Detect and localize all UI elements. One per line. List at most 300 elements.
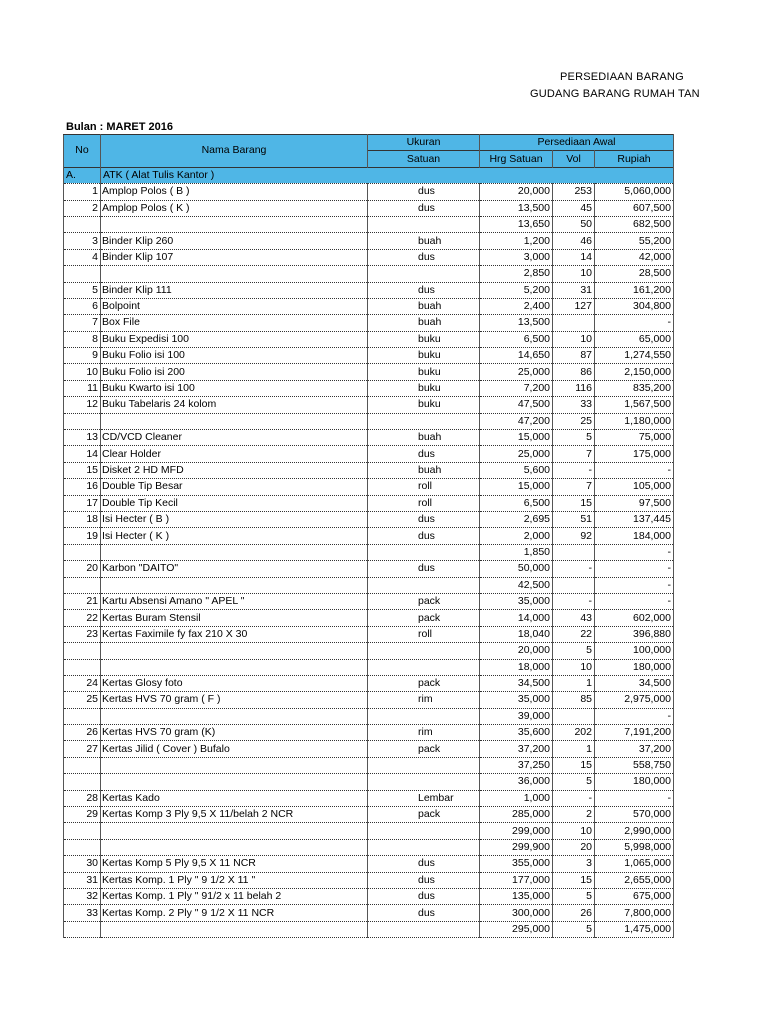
cell-no: 8: [64, 331, 101, 347]
table-row: [64, 511, 674, 527]
cell-no: 13: [64, 430, 101, 446]
cell-hrg-satuan: 18,040: [480, 626, 553, 642]
cell-nama-barang: Kartu Absensi Amano " APEL ": [101, 593, 368, 609]
cell-vol: [553, 544, 595, 560]
cell-hrg-satuan: 18,000: [480, 659, 553, 675]
cell-vol: 5: [553, 888, 595, 904]
cell-nama-barang: CD/VCD Cleaner: [101, 430, 368, 446]
cell-rupiah: 602,000: [595, 610, 674, 626]
table-row: [64, 692, 674, 708]
cell-nama-barang: Buku Expedisi 100: [101, 331, 368, 347]
cell-rupiah: -: [595, 708, 674, 724]
cell-nama-barang: [101, 921, 368, 937]
cell-vol: 202: [553, 725, 595, 741]
cell-no: 9: [64, 348, 101, 364]
cell-hrg-satuan: 2,850: [480, 266, 553, 282]
table-row: [64, 856, 674, 872]
col-header-no: No: [64, 135, 101, 168]
table-row: [64, 495, 674, 511]
cell-vol: 22: [553, 626, 595, 642]
cell-nama-barang: Kertas Komp. 2 Ply " 9 1/2 X 11 NCR: [101, 905, 368, 921]
cell-no: 25: [64, 692, 101, 708]
cell-satuan: dus: [368, 905, 480, 921]
cell-satuan: dus: [368, 511, 480, 527]
table-row: [64, 364, 674, 380]
cell-no: [64, 266, 101, 282]
cell-vol: 1: [553, 741, 595, 757]
table-row: [64, 282, 674, 298]
cell-hrg-satuan: 7,200: [480, 380, 553, 396]
cell-nama-barang: Box File: [101, 315, 368, 331]
cell-hrg-satuan: 14,650: [480, 348, 553, 364]
cell-rupiah: 105,000: [595, 479, 674, 495]
cell-no: 20: [64, 561, 101, 577]
cell-satuan: [368, 413, 480, 429]
cell-hrg-satuan: 20,000: [480, 643, 553, 659]
cell-vol: 46: [553, 233, 595, 249]
cell-hrg-satuan: 50,000: [480, 561, 553, 577]
cell-no: [64, 708, 101, 724]
cell-hrg-satuan: 177,000: [480, 872, 553, 888]
cell-hrg-satuan: 25,000: [480, 446, 553, 462]
cell-satuan: buah: [368, 233, 480, 249]
cell-hrg-satuan: 47,500: [480, 397, 553, 413]
cell-rupiah: 2,975,000: [595, 692, 674, 708]
cell-hrg-satuan: 299,000: [480, 823, 553, 839]
table-row: [64, 446, 674, 462]
cell-vol: 10: [553, 823, 595, 839]
cell-rupiah: 175,000: [595, 446, 674, 462]
cell-vol: [553, 577, 595, 593]
cell-rupiah: 607,500: [595, 200, 674, 216]
cell-satuan: buah: [368, 315, 480, 331]
col-header-rupiah: Rupiah: [595, 151, 674, 167]
table-row: [64, 462, 674, 478]
cell-satuan: [368, 839, 480, 855]
cell-satuan: [368, 823, 480, 839]
cell-hrg-satuan: 34,500: [480, 675, 553, 691]
cell-rupiah: -: [595, 544, 674, 560]
cell-hrg-satuan: 13,650: [480, 216, 553, 232]
cell-no: [64, 659, 101, 675]
table-row: [64, 380, 674, 396]
cell-satuan: [368, 708, 480, 724]
cell-nama-barang: Buku Tabelaris 24 kolom: [101, 397, 368, 413]
cell-satuan: [368, 544, 480, 560]
cell-nama-barang: Double Tip Kecil: [101, 495, 368, 511]
table-row: [64, 577, 674, 593]
table-row: [64, 184, 674, 200]
cell-vol: 116: [553, 380, 595, 396]
cell-vol: 45: [553, 200, 595, 216]
cell-vol: 7: [553, 479, 595, 495]
cell-vol: -: [553, 593, 595, 609]
cell-satuan: buah: [368, 462, 480, 478]
cell-satuan: [368, 659, 480, 675]
col-header-ukuran: Ukuran: [368, 135, 480, 151]
cell-rupiah: 34,500: [595, 675, 674, 691]
cell-hrg-satuan: 37,200: [480, 741, 553, 757]
cell-no: 4: [64, 249, 101, 265]
cell-no: 3: [64, 233, 101, 249]
cell-satuan: buku: [368, 331, 480, 347]
cell-hrg-satuan: 300,000: [480, 905, 553, 921]
cell-vol: 10: [553, 659, 595, 675]
cell-hrg-satuan: 13,500: [480, 315, 553, 331]
cell-vol: 2: [553, 807, 595, 823]
table-row: [64, 348, 674, 364]
col-header-satuan: Satuan: [368, 151, 480, 167]
cell-hrg-satuan: 47,200: [480, 413, 553, 429]
cell-satuan: dus: [368, 888, 480, 904]
cell-satuan: dus: [368, 561, 480, 577]
cell-satuan: dus: [368, 446, 480, 462]
cell-nama-barang: Amplop Polos ( K ): [101, 200, 368, 216]
cell-satuan: dus: [368, 872, 480, 888]
cell-rupiah: -: [595, 593, 674, 609]
cell-vol: -: [553, 462, 595, 478]
cell-rupiah: 7,191,200: [595, 725, 674, 741]
cell-nama-barang: Kertas Komp 3 Ply 9,5 X 11/belah 2 NCR: [101, 807, 368, 823]
cell-no: 24: [64, 675, 101, 691]
cell-satuan: buah: [368, 430, 480, 446]
cell-vol: 92: [553, 528, 595, 544]
cell-hrg-satuan: 35,000: [480, 593, 553, 609]
cell-rupiah: 2,655,000: [595, 872, 674, 888]
cell-rupiah: 5,998,000: [595, 839, 674, 855]
cell-rupiah: 37,200: [595, 741, 674, 757]
cell-hrg-satuan: 285,000: [480, 807, 553, 823]
cell-satuan: Lembar: [368, 790, 480, 806]
cell-nama-barang: Clear Holder: [101, 446, 368, 462]
cell-satuan: buku: [368, 397, 480, 413]
table-row: [64, 643, 674, 659]
cell-rupiah: 161,200: [595, 282, 674, 298]
table-row: [64, 839, 674, 855]
cell-nama-barang: Kertas Komp. 1 Ply " 9 1/2 X 11 ": [101, 872, 368, 888]
cell-vol: [553, 708, 595, 724]
cell-satuan: [368, 757, 480, 773]
table-row: [64, 888, 674, 904]
cell-hrg-satuan: 37,250: [480, 757, 553, 773]
cell-no: 28: [64, 790, 101, 806]
cell-satuan: buah: [368, 298, 480, 314]
cell-rupiah: 1,274,550: [595, 348, 674, 364]
cell-no: 18: [64, 511, 101, 527]
cell-no: 30: [64, 856, 101, 872]
cell-nama-barang: Kertas Faximile fy fax 210 X 30: [101, 626, 368, 642]
cell-hrg-satuan: 2,695: [480, 511, 553, 527]
table-row: [64, 233, 674, 249]
table-row: [64, 331, 674, 347]
cell-vol: 20: [553, 839, 595, 855]
cell-hrg-satuan: 15,000: [480, 430, 553, 446]
cell-rupiah: 2,990,000: [595, 823, 674, 839]
cell-nama-barang: [101, 659, 368, 675]
cell-rupiah: 65,000: [595, 331, 674, 347]
cell-no: 29: [64, 807, 101, 823]
cell-rupiah: 5,060,000: [595, 184, 674, 200]
cell-nama-barang: Kertas Komp. 1 Ply " 91/2 x 11 belah 2: [101, 888, 368, 904]
report-subtitle: GUDANG BARANG RUMAH TAN: [530, 88, 700, 100]
cell-nama-barang: [101, 643, 368, 659]
table-row: [64, 216, 674, 232]
cell-rupiah: -: [595, 462, 674, 478]
cell-satuan: roll: [368, 495, 480, 511]
cell-no: 14: [64, 446, 101, 462]
cell-no: 16: [64, 479, 101, 495]
cell-vol: 43: [553, 610, 595, 626]
table-row: [64, 430, 674, 446]
cell-nama-barang: Kertas HVS 70 gram (K): [101, 725, 368, 741]
cell-satuan: [368, 774, 480, 790]
cell-satuan: rim: [368, 692, 480, 708]
cell-no: [64, 413, 101, 429]
cell-vol: 10: [553, 331, 595, 347]
cell-hrg-satuan: 6,500: [480, 495, 553, 511]
cell-no: 6: [64, 298, 101, 314]
cell-hrg-satuan: 1,850: [480, 544, 553, 560]
cell-no: 7: [64, 315, 101, 331]
cell-nama-barang: Buku Folio isi 100: [101, 348, 368, 364]
cell-rupiah: 184,000: [595, 528, 674, 544]
table-row: [64, 200, 674, 216]
cell-nama-barang: Buku Folio isi 200: [101, 364, 368, 380]
cell-no: 33: [64, 905, 101, 921]
cell-no: 23: [64, 626, 101, 642]
table-row: [64, 807, 674, 823]
table-row: [64, 413, 674, 429]
cell-vol: 31: [553, 282, 595, 298]
cell-vol: 25: [553, 413, 595, 429]
cell-vol: -: [553, 790, 595, 806]
cell-nama-barang: Binder Klip 107: [101, 249, 368, 265]
cell-rupiah: 675,000: [595, 888, 674, 904]
cell-hrg-satuan: 13,500: [480, 200, 553, 216]
cell-hrg-satuan: 299,900: [480, 839, 553, 855]
table-row: [64, 561, 674, 577]
cell-nama-barang: Double Tip Besar: [101, 479, 368, 495]
cell-vol: 5: [553, 774, 595, 790]
table-row: [64, 528, 674, 544]
table-row: [64, 921, 674, 937]
cell-vol: 33: [553, 397, 595, 413]
cell-no: 15: [64, 462, 101, 478]
cell-no: 2: [64, 200, 101, 216]
table-row: [64, 774, 674, 790]
cell-hrg-satuan: 355,000: [480, 856, 553, 872]
cell-rupiah: 97,500: [595, 495, 674, 511]
cell-hrg-satuan: 1,200: [480, 233, 553, 249]
cell-rupiah: 180,000: [595, 774, 674, 790]
cell-rupiah: 42,000: [595, 249, 674, 265]
cell-hrg-satuan: 35,000: [480, 692, 553, 708]
cell-hrg-satuan: 42,500: [480, 577, 553, 593]
cell-hrg-satuan: 2,400: [480, 298, 553, 314]
cell-no: [64, 643, 101, 659]
cell-vol: 7: [553, 446, 595, 462]
cell-nama-barang: [101, 266, 368, 282]
cell-hrg-satuan: 35,600: [480, 725, 553, 741]
cell-nama-barang: Amplop Polos ( B ): [101, 184, 368, 200]
cell-rupiah: 558,750: [595, 757, 674, 773]
cell-vol: 50: [553, 216, 595, 232]
cell-rupiah: 28,500: [595, 266, 674, 282]
cell-rupiah: 1,475,000: [595, 921, 674, 937]
cell-hrg-satuan: 39,000: [480, 708, 553, 724]
cell-hrg-satuan: 5,200: [480, 282, 553, 298]
cell-nama-barang: Isi Hecter ( K ): [101, 528, 368, 544]
cell-vol: [553, 315, 595, 331]
cell-satuan: dus: [368, 200, 480, 216]
cell-rupiah: 100,000: [595, 643, 674, 659]
cell-satuan: pack: [368, 675, 480, 691]
cell-nama-barang: Isi Hecter ( B ): [101, 511, 368, 527]
cell-nama-barang: [101, 577, 368, 593]
cell-vol: 26: [553, 905, 595, 921]
cell-nama-barang: Karbon "DAITO": [101, 561, 368, 577]
section-row: [64, 167, 674, 183]
cell-no: 12: [64, 397, 101, 413]
col-header-nama: Nama Barang: [101, 135, 368, 168]
cell-satuan: [368, 216, 480, 232]
table-row: [64, 266, 674, 282]
table-row: [64, 757, 674, 773]
cell-satuan: pack: [368, 610, 480, 626]
cell-satuan: [368, 921, 480, 937]
cell-nama-barang: [101, 757, 368, 773]
cell-vol: 127: [553, 298, 595, 314]
cell-rupiah: 682,500: [595, 216, 674, 232]
section-name: ATK ( Alat Tulis Kantor ): [101, 167, 674, 183]
cell-hrg-satuan: 14,000: [480, 610, 553, 626]
cell-satuan: [368, 577, 480, 593]
table-row: [64, 298, 674, 314]
cell-no: 22: [64, 610, 101, 626]
cell-rupiah: 55,200: [595, 233, 674, 249]
cell-vol: 3: [553, 856, 595, 872]
cell-rupiah: -: [595, 577, 674, 593]
table-row: [64, 872, 674, 888]
cell-vol: 15: [553, 872, 595, 888]
cell-nama-barang: [101, 544, 368, 560]
cell-no: [64, 544, 101, 560]
cell-no: [64, 774, 101, 790]
cell-vol: 15: [553, 757, 595, 773]
table-row: [64, 708, 674, 724]
col-header-hrg-satuan: Hrg Satuan: [480, 151, 553, 167]
cell-no: 1: [64, 184, 101, 200]
cell-satuan: dus: [368, 249, 480, 265]
cell-nama-barang: [101, 823, 368, 839]
cell-no: 19: [64, 528, 101, 544]
cell-vol: 85: [553, 692, 595, 708]
cell-satuan: dus: [368, 528, 480, 544]
cell-satuan: roll: [368, 626, 480, 642]
section-code: A.: [64, 167, 101, 183]
cell-vol: 87: [553, 348, 595, 364]
cell-nama-barang: [101, 413, 368, 429]
cell-no: [64, 757, 101, 773]
cell-vol: 253: [553, 184, 595, 200]
cell-vol: 5: [553, 643, 595, 659]
cell-nama-barang: Binder Klip 260: [101, 233, 368, 249]
cell-hrg-satuan: 135,000: [480, 888, 553, 904]
cell-no: 10: [64, 364, 101, 380]
cell-no: 21: [64, 593, 101, 609]
cell-rupiah: 396,880: [595, 626, 674, 642]
cell-no: [64, 921, 101, 937]
col-header-vol: Vol: [553, 151, 595, 167]
cell-nama-barang: Bolpoint: [101, 298, 368, 314]
cell-vol: 86: [553, 364, 595, 380]
inventory-table: [63, 134, 674, 938]
report-month: Bulan : MARET 2016: [66, 121, 173, 133]
cell-hrg-satuan: 1,000: [480, 790, 553, 806]
cell-rupiah: -: [595, 561, 674, 577]
cell-no: [64, 216, 101, 232]
cell-nama-barang: [101, 774, 368, 790]
cell-rupiah: 304,800: [595, 298, 674, 314]
cell-satuan: [368, 643, 480, 659]
cell-satuan: dus: [368, 184, 480, 200]
cell-nama-barang: Buku Kwarto isi 100: [101, 380, 368, 396]
table-row: [64, 610, 674, 626]
table-row: [64, 479, 674, 495]
cell-nama-barang: [101, 708, 368, 724]
cell-nama-barang: Disket 2 HD MFD: [101, 462, 368, 478]
cell-satuan: dus: [368, 282, 480, 298]
cell-vol: 14: [553, 249, 595, 265]
cell-vol: -: [553, 561, 595, 577]
cell-rupiah: 2,150,000: [595, 364, 674, 380]
cell-no: [64, 577, 101, 593]
cell-rupiah: 137,445: [595, 511, 674, 527]
cell-satuan: pack: [368, 741, 480, 757]
cell-vol: 51: [553, 511, 595, 527]
cell-rupiah: -: [595, 315, 674, 331]
cell-no: [64, 839, 101, 855]
table-row: [64, 397, 674, 413]
cell-hrg-satuan: 2,000: [480, 528, 553, 544]
cell-hrg-satuan: 36,000: [480, 774, 553, 790]
table-row: [64, 626, 674, 642]
cell-nama-barang: Kertas Jilid ( Cover ) Bufalo: [101, 741, 368, 757]
cell-rupiah: 1,180,000: [595, 413, 674, 429]
cell-hrg-satuan: 20,000: [480, 184, 553, 200]
cell-satuan: [368, 266, 480, 282]
cell-hrg-satuan: 295,000: [480, 921, 553, 937]
table-row: [64, 315, 674, 331]
cell-nama-barang: Binder Klip 111: [101, 282, 368, 298]
cell-rupiah: 570,000: [595, 807, 674, 823]
cell-rupiah: 75,000: [595, 430, 674, 446]
cell-rupiah: 7,800,000: [595, 905, 674, 921]
cell-no: 5: [64, 282, 101, 298]
report-title: PERSEDIAAN BARANG: [560, 71, 684, 83]
cell-no: 27: [64, 741, 101, 757]
cell-nama-barang: Kertas Buram Stensil: [101, 610, 368, 626]
cell-vol: 15: [553, 495, 595, 511]
table-row: [64, 675, 674, 691]
table-row: [64, 905, 674, 921]
header-row-1: [64, 135, 674, 151]
cell-nama-barang: [101, 216, 368, 232]
table-row: [64, 593, 674, 609]
cell-rupiah: 180,000: [595, 659, 674, 675]
cell-nama-barang: Kertas HVS 70 gram ( F ): [101, 692, 368, 708]
table-row: [64, 741, 674, 757]
